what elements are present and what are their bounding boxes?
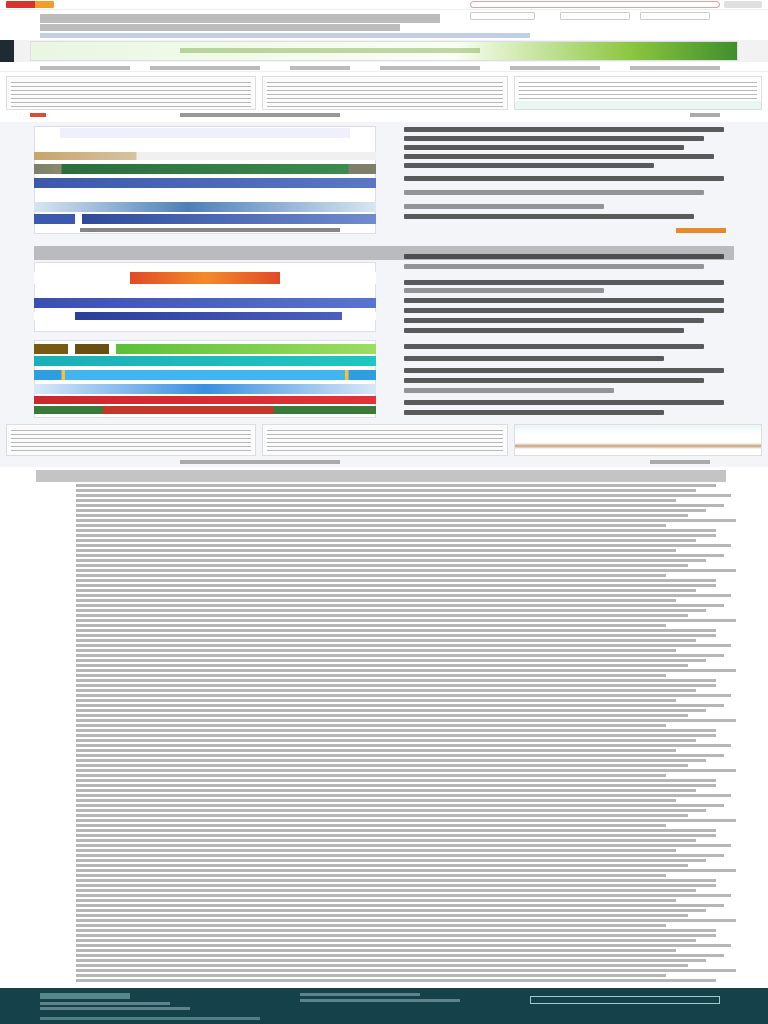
article-line [76,779,716,782]
card-thumbnail [34,164,376,174]
article-line [76,654,724,657]
pager-prev-button[interactable] [30,113,46,117]
document-meta [40,33,530,38]
related-item-title[interactable] [404,254,724,259]
article-line [76,499,676,502]
footer-link[interactable] [300,999,460,1002]
page-thumbnail[interactable] [262,424,508,456]
card-thumbnail [34,356,376,366]
article-line [76,714,688,717]
article-line [76,669,736,672]
article-line [76,644,731,647]
article-line [76,584,716,587]
card-thumbnail [34,272,376,284]
page-thumbnail[interactable] [514,76,762,110]
article-line [76,814,688,817]
article-line [76,509,706,512]
article-line [76,784,716,787]
article-line [76,494,731,497]
article-line [76,679,716,682]
article-line [76,534,716,537]
article-line [76,484,716,487]
article-line [76,729,716,732]
article-line [76,559,706,562]
related-item-title[interactable] [404,127,724,132]
article-line [76,754,724,757]
article-line [76,514,688,517]
article-line [76,934,716,937]
article-line [76,614,688,617]
article-line [76,924,666,927]
article-line [76,649,676,652]
signin-button[interactable] [724,1,762,8]
article-line [76,589,696,592]
article-line [76,579,716,582]
footer-link[interactable] [40,1007,190,1010]
article-line [76,864,688,867]
article-line [76,659,706,662]
article-line [76,769,736,772]
site-logo[interactable] [6,1,54,8]
article-line [76,569,736,572]
card-caption [80,228,340,232]
banner-side-panel [0,40,14,62]
article-line [76,619,736,622]
tab-item[interactable] [630,66,720,70]
article-line [76,969,736,972]
article-line [76,884,716,887]
document-pager [0,112,768,120]
card-thumbnail [34,178,376,188]
article-line [76,764,688,767]
card-thumbnail [60,128,350,138]
article-line [76,519,736,522]
article-line [76,869,736,872]
article-line [76,704,724,707]
card-thumbnail [34,312,376,320]
article-line [76,544,731,547]
card-thumbnail [34,396,376,404]
article-line [76,939,696,942]
tab-item[interactable] [380,66,480,70]
article-line [76,564,688,567]
article-line [76,889,696,892]
article-line [76,524,666,527]
page-thumbnail[interactable] [6,424,256,456]
article-line [76,554,724,557]
article-line [76,624,666,627]
page-thumbnail[interactable] [6,76,256,110]
article-line [76,694,731,697]
card-thumbnail [34,344,376,354]
article-line [76,774,666,777]
card-thumbnail [34,202,376,212]
save-button[interactable] [560,12,630,20]
article-line [76,909,706,912]
article-line [76,979,716,982]
article-line [76,634,716,637]
article-line [76,914,688,917]
article-line [76,959,706,962]
footer-copyright [40,1017,260,1020]
article-line [76,599,676,602]
article-line [76,504,724,507]
article-line [76,899,676,902]
share-button[interactable] [640,12,710,20]
article-line [76,609,706,612]
card-thumbnail [34,384,376,394]
article-line [76,664,688,667]
article-line [76,894,731,897]
article-line [76,739,696,742]
article-line [76,744,731,747]
article-line [76,489,696,492]
search-input[interactable] [470,1,720,8]
tab-item[interactable] [510,66,600,70]
article-line [76,549,676,552]
article-line [76,719,736,722]
article-line [76,684,716,687]
article-line [76,834,716,837]
card-thumbnail [34,370,376,380]
document-title-line2 [40,24,400,31]
page-thumbnail[interactable] [262,76,508,110]
article-line [76,699,676,702]
article-line [76,944,731,947]
document-title [40,14,440,23]
article-line [76,799,676,802]
footer-link[interactable] [300,993,420,996]
article-line [76,919,736,922]
article-line [76,949,676,952]
article-line [76,954,724,957]
tab-item[interactable] [150,66,260,70]
article-line [76,604,724,607]
related-item-title[interactable] [404,280,724,285]
pager-next-bottom[interactable] [650,460,710,464]
article-line [76,804,724,807]
article-line [76,789,696,792]
download-button[interactable] [470,12,535,20]
footer-link[interactable] [40,1002,170,1005]
article-line [76,809,706,812]
article-line [76,689,696,692]
email-field[interactable] [530,996,720,1004]
article-line [76,904,724,907]
article-line [76,854,724,857]
article-line [76,824,666,827]
article-line [76,574,666,577]
article-line [76,839,696,842]
article-line [76,974,666,977]
article-line [76,639,696,642]
pager-info-bottom [180,460,340,464]
article-line [76,874,666,877]
tab-item[interactable] [290,66,350,70]
banner-ad-text [180,48,480,53]
article-line [76,759,706,762]
article-line [76,819,736,822]
tab-item[interactable] [40,66,130,70]
article-line [76,724,666,727]
related-badge [676,228,726,233]
related-item-title[interactable] [404,368,724,373]
pager-next-button[interactable] [690,113,720,117]
article-line [76,674,666,677]
article-line [76,849,676,852]
card-thumbnail [34,406,376,414]
article-line [76,929,716,932]
related-item-title[interactable] [404,400,724,405]
footer-logo[interactable] [40,993,130,999]
article-line [76,629,716,632]
article-line [76,529,716,532]
article-line [76,794,731,797]
article-line [76,844,731,847]
article-line [76,749,676,752]
article-line [76,859,706,862]
related-item-title[interactable] [404,176,724,181]
article-line [76,829,716,832]
article-line [76,539,696,542]
card-thumbnail [34,214,376,224]
article-line [76,879,716,882]
article-line [76,734,716,737]
page-thumbnail[interactable] [514,424,762,456]
article-line [76,709,706,712]
pager-info [180,113,340,117]
article-line [76,594,731,597]
card-thumbnail [34,298,376,308]
card-thumbnail [34,152,376,160]
related-item-title[interactable] [404,344,704,349]
article-line [76,964,688,967]
